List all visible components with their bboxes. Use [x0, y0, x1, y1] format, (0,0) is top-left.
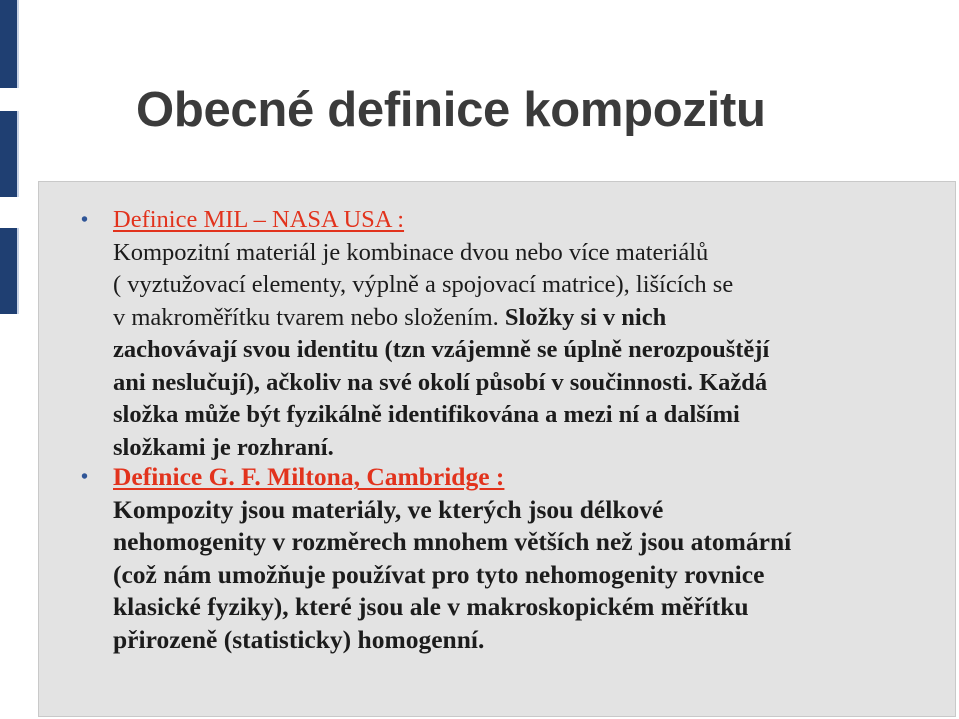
- definition-line: klasické fyziky), které jsou ale v makroskopickém měřítku: [113, 592, 749, 621]
- definition-line: zachovávají svou identitu (tzn vzájemně se úplně nerozpouštějí: [113, 336, 770, 363]
- definition-heading-milton: Definice G. F. Miltona, Cambridge :: [113, 462, 505, 491]
- definition-line: (což nám umožňuje používat pro tyto nehomogenity rovnice: [113, 559, 765, 589]
- definition-line: nehomogenity v rozměrech mnohem větších než jsou atomární: [113, 527, 792, 556]
- definition-line: složka může být fyzikálně identifikována a mezi ní a dalšími: [113, 401, 740, 428]
- definition-line-mixed: [113, 302, 769, 335]
- accent-bar-bottom: [0, 228, 19, 314]
- content-box: [38, 181, 956, 717]
- slide-title: Obecné definice kompozitu: [136, 83, 766, 137]
- definition-line: Kompozity jsou materiály, ve kterých jsou délkové: [113, 494, 664, 524]
- definition-line: ani neslučují), ačkoliv na své okolí působí v součinnosti. Každá: [113, 368, 768, 396]
- definition-heading-mil-nasa: Definice MIL – NASA USA :: [113, 206, 405, 233]
- bullet-item-milton-cambridge: [81, 461, 792, 656]
- bullet-icon: •: [81, 466, 89, 488]
- accent-bar-middle: [0, 111, 19, 197]
- definition-line: Kompozitní materiál je kombinace dvou nebo více materiálů: [113, 238, 709, 266]
- bullet-item-mil-nasa: [81, 204, 770, 464]
- definition-line: přirozeně (statisticky) homogenní.: [113, 624, 485, 654]
- definition-line: ( vyztužovací elementy, výplně a spojovací matrice), lišících se: [113, 271, 734, 298]
- bullet-icon: •: [81, 209, 89, 231]
- accent-bar-top: [0, 0, 19, 88]
- definition-text-bold: Složky si v nich: [498, 303, 667, 331]
- definition-line: složkami je rozhraní.: [113, 433, 334, 461]
- definition-text-normal: v makroměřítku tvarem nebo složením.: [113, 303, 499, 331]
